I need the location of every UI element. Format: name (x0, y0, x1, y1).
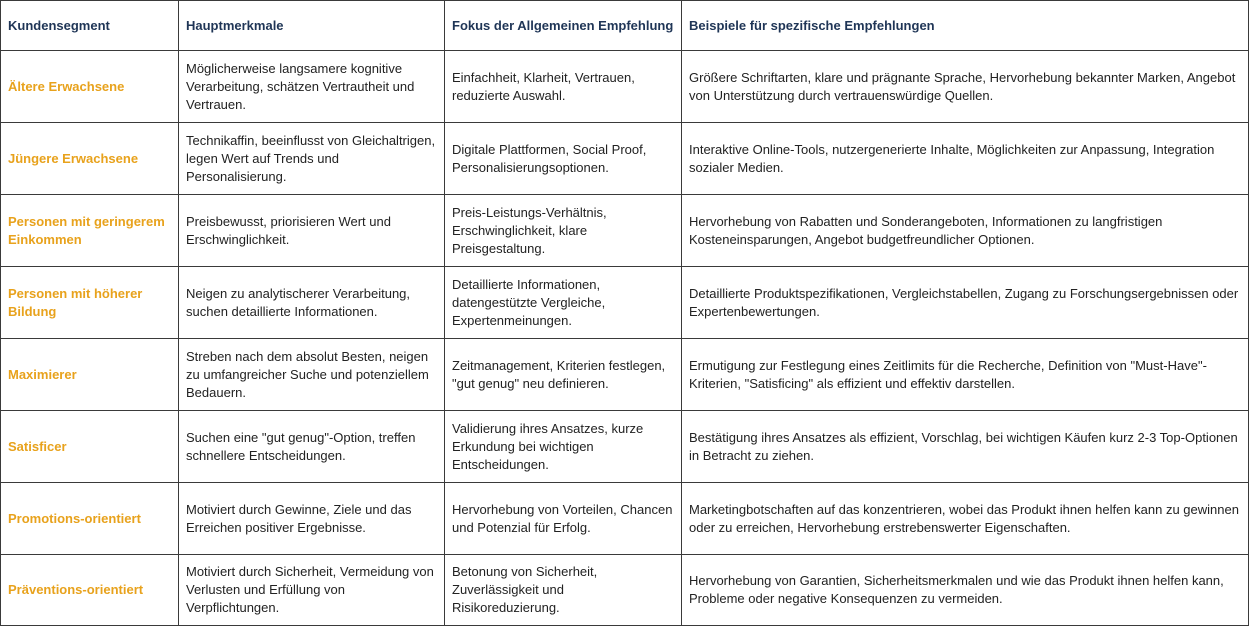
features-cell: Möglicherweise langsamere kognitive Verarbeitung, schätzen Vertrautheit und Vertrauen. (179, 51, 445, 123)
focus-cell: Einfachheit, Klarheit, Vertrauen, reduzierte Auswahl. (445, 51, 682, 123)
examples-cell: Hervorhebung von Garantien, Sicherheitsmerkmalen und wie das Produkt ihnen helfen kann, Probleme oder negative Konsequenzen zu vermeiden. (682, 555, 1249, 626)
header-customer-segment: Kundensegment (1, 1, 179, 51)
table-row (1, 339, 1249, 411)
header-general-recommendation-focus: Fokus der Allgemeinen Empfehlung (445, 1, 682, 51)
table-row (1, 195, 1249, 267)
table-header-row (1, 1, 1249, 51)
features-cell: Motiviert durch Sicherheit, Vermeidung von Verlusten und Erfüllung von Verpflichtungen. (179, 555, 445, 626)
examples-cell: Interaktive Online-Tools, nutzergenerierte Inhalte, Möglichkeiten zur Anpassung, Integration sozialer Medien. (682, 123, 1249, 195)
features-cell: Neigen zu analytischerer Verarbeitung, suchen detaillierte Informationen. (179, 267, 445, 339)
examples-cell: Bestätigung ihres Ansatzes als effizient, Vorschlag, bei wichtigen Käufen kurz 2-3 Top-Optionen in Betracht zu ziehen. (682, 411, 1249, 483)
table-row (1, 555, 1249, 626)
focus-cell: Hervorhebung von Vorteilen, Chancen und Potenzial für Erfolg. (445, 483, 682, 555)
segment-cell: Promotions-orientiert (1, 483, 179, 555)
examples-cell: Ermutigung zur Festlegung eines Zeitlimits für die Recherche, Definition von "Must-Have"-Kriterien, "Satisficing" als effizient und effektiv darstellen. (682, 339, 1249, 411)
focus-cell: Detaillierte Informationen, datengestützte Vergleiche, Expertenmeinungen. (445, 267, 682, 339)
focus-cell: Validierung ihres Ansatzes, kurze Erkundung bei wichtigen Entscheidungen. (445, 411, 682, 483)
features-cell: Suchen eine "gut genug"-Option, treffen schnellere Entscheidungen. (179, 411, 445, 483)
segment-cell: Satisficer (1, 411, 179, 483)
segment-cell: Maximierer (1, 339, 179, 411)
segment-cell: Jüngere Erwachsene (1, 123, 179, 195)
header-main-features: Hauptmerkmale (179, 1, 445, 51)
features-cell: Streben nach dem absolut Besten, neigen zu umfangreicher Suche und potenziellem Bedauern. (179, 339, 445, 411)
features-cell: Motiviert durch Gewinne, Ziele und das Erreichen positiver Ergebnisse. (179, 483, 445, 555)
examples-cell: Marketingbotschaften auf das konzentrieren, wobei das Produkt ihnen helfen kann zu gewinnen oder zu erreichen, Hervorhebung erstrebenswerter Eigenschaften. (682, 483, 1249, 555)
focus-cell: Digitale Plattformen, Social Proof, Personalisierungsoptionen. (445, 123, 682, 195)
segment-cell: Präventions-orientiert (1, 555, 179, 626)
table-row (1, 51, 1249, 123)
table-row (1, 267, 1249, 339)
focus-cell: Zeitmanagement, Kriterien festlegen, "gut genug" neu definieren. (445, 339, 682, 411)
segment-cell: Ältere Erwachsene (1, 51, 179, 123)
table-row (1, 123, 1249, 195)
header-specific-recommendation-examples: Beispiele für spezifische Empfehlungen (682, 1, 1249, 51)
table-row (1, 411, 1249, 483)
examples-cell: Hervorhebung von Rabatten und Sonderangeboten, Informationen zu langfristigen Kosteneinsparungen, Angebot budgetfreundlicher Optionen. (682, 195, 1249, 267)
focus-cell: Preis-Leistungs-Verhältnis, Erschwinglichkeit, klare Preisgestaltung. (445, 195, 682, 267)
features-cell: Preisbewusst, priorisieren Wert und Erschwinglichkeit. (179, 195, 445, 267)
examples-cell: Größere Schriftarten, klare und prägnante Sprache, Hervorhebung bekannter Marken, Angebot von Unterstützung durch vertrauenswürdige Quellen. (682, 51, 1249, 123)
features-cell: Technikaffin, beeinflusst von Gleichaltrigen, legen Wert auf Trends und Personalisierung. (179, 123, 445, 195)
focus-cell: Betonung von Sicherheit, Zuverlässigkeit und Risikoreduzierung. (445, 555, 682, 626)
table-row (1, 483, 1249, 555)
segment-cell: Personen mit höherer Bildung (1, 267, 179, 339)
examples-cell: Detaillierte Produktspezifikationen, Vergleichstabellen, Zugang zu Forschungsergebnissen oder Expertenbewertungen. (682, 267, 1249, 339)
segment-cell: Personen mit geringerem Einkommen (1, 195, 179, 267)
